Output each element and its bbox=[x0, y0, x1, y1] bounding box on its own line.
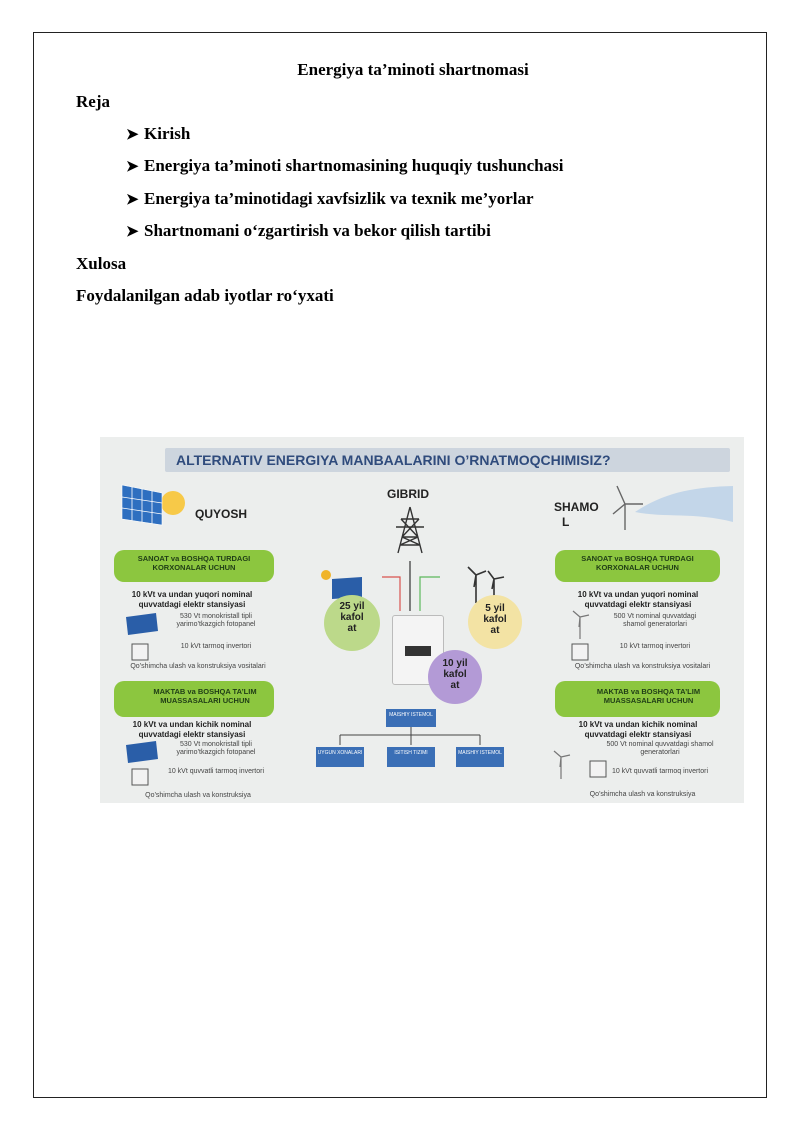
inverter-small-icon bbox=[588, 759, 608, 779]
solar-industry-label: SANOAT va BOSHQA TURDAGI KORXONALAR UCHUN bbox=[137, 554, 251, 572]
wind-school-label: MAKTAB va BOSHQA TA’LIM MUASSASALARI UCHUN bbox=[596, 687, 701, 705]
bullet-text: Kirish bbox=[144, 124, 191, 143]
bullet-item-2 bbox=[126, 156, 563, 176]
solar-title: QUYOSH bbox=[195, 507, 248, 521]
wind-desc-2: 10 kVt va undan kichik nominal quvvatdagi elektr stansiyasi bbox=[578, 720, 698, 739]
bullet-item-4 bbox=[126, 221, 491, 241]
inverter-small-icon bbox=[570, 642, 590, 662]
wind-industry-label: SANOAT va BOSHQA TURDAGI KORXONALAR UCHUN bbox=[581, 554, 694, 572]
warranty-inverter-text: 10 yil kafol at bbox=[442, 658, 468, 691]
flow-mid-box: ISITISH TIZIMI bbox=[387, 747, 435, 767]
arrow-bullet-icon: ➤ bbox=[126, 126, 139, 143]
flow-arrows-icon bbox=[370, 557, 450, 617]
wind-industry-box bbox=[555, 550, 720, 582]
solar-school-label: MAKTAB va BOSHQA TA’LIM MUASSASALARI UCHUN bbox=[153, 687, 257, 705]
flow-left-box: UYGUN XONALARI bbox=[316, 747, 364, 767]
warranty-wind-badge bbox=[468, 595, 522, 649]
wind-school-box bbox=[555, 681, 720, 717]
hybrid-title: GIBRID bbox=[387, 487, 429, 501]
bullet-text: Shartnomani o‘zgartirish va bekor qilish tartibi bbox=[144, 221, 491, 240]
references-heading: Foydalanilgan adab iyotlar ro‘yxati bbox=[76, 286, 334, 305]
solar-item-5: 10 kVt quvvatli tarmoq invertori bbox=[167, 768, 265, 775]
inverter-small-icon bbox=[130, 642, 150, 662]
solar-item-1: 530 Vt monokristall tipli yarimo’tkazgich fotopanel bbox=[176, 613, 256, 628]
solar-item-2: 10 kVt tarmoq invertori bbox=[180, 643, 252, 650]
small-solar-panel-icon bbox=[122, 741, 160, 763]
bullet-item-3 bbox=[126, 189, 534, 209]
solar-item-6: Qo’shimcha ulash va konstruksiya bbox=[145, 792, 251, 799]
warranty-inverter-badge bbox=[428, 650, 482, 704]
xulosa-heading: Xulosa bbox=[76, 254, 127, 273]
infographic-image bbox=[100, 437, 744, 803]
wind-item-4: 500 Vt nominal quvvatdagi shamol generatorlari bbox=[606, 741, 714, 756]
small-wind-turbine-icon bbox=[565, 609, 595, 639]
flow-connector bbox=[330, 727, 500, 747]
wind-item-3: Qo’shimcha ulash va konstruksiya vositalari bbox=[574, 663, 711, 670]
wind-item-5: 10 kVt quvvatli tarmoq invertori bbox=[611, 768, 709, 775]
bullet-item-1 bbox=[126, 124, 190, 144]
solar-panel-sun-icon bbox=[118, 481, 188, 527]
wind-title-2: L bbox=[562, 515, 570, 529]
inverter-small-icon bbox=[130, 767, 150, 787]
wind-item-6: Qo’shimcha ulash va konstruksiya bbox=[589, 791, 696, 798]
wind-desc-1: 10 kVt va undan yuqori nominal quvvatdagi elektr stansiyasi bbox=[577, 590, 699, 609]
arrow-bullet-icon: ➤ bbox=[126, 223, 139, 240]
wind-turbine-icon bbox=[605, 482, 735, 532]
flow-top-box: MAISHIY ISTEMOL bbox=[386, 709, 436, 727]
solar-desc-2: 10 kVt va undan kichik nominal quvvatdagi elektr stansiyasi bbox=[132, 720, 252, 739]
small-solar-panel-icon bbox=[122, 613, 160, 635]
wind-item-2: 10 kVt tarmoq invertori bbox=[619, 643, 691, 650]
warranty-wind-text: 5 yil kafol at bbox=[483, 603, 507, 636]
solar-school-box bbox=[114, 681, 274, 717]
solar-item-3: Qo’shimcha ulash va konstruksiya vositalari bbox=[130, 663, 266, 670]
wind-item-1: 500 Vt nominal quvvatdagi shamol generatorlari bbox=[613, 613, 697, 628]
infographic-heading: ALTERNATIV ENERGIYA MANBAALARINI O’RNATMOQCHIMISIZ? bbox=[176, 452, 611, 468]
solar-industry-box bbox=[114, 550, 274, 582]
transmission-tower-icon bbox=[392, 505, 428, 555]
bullet-text: Energiya ta’minotidagi xavfsizlik va texnik me’yorlar bbox=[144, 189, 534, 208]
document-title: Energiya ta’minoti shartnomasi bbox=[297, 60, 529, 79]
arrow-bullet-icon: ➤ bbox=[126, 191, 139, 208]
solar-desc-1: 10 kVt va undan yuqori nominal quvvatdagi elektr stansiyasi bbox=[131, 590, 253, 609]
bullet-text: Energiya ta’minoti shartnomasining huquqiy tushunchasi bbox=[144, 156, 564, 175]
warranty-solar-text: 25 yil kafol at bbox=[339, 601, 365, 634]
reja-heading: Reja bbox=[76, 92, 110, 111]
solar-item-4: 530 Vt monokristall tipli yarimo’tkazgich fotopanel bbox=[176, 741, 256, 756]
wind-title-1: SHAMO bbox=[554, 500, 599, 514]
arrow-bullet-icon: ➤ bbox=[126, 158, 139, 175]
small-wind-turbine-icon bbox=[546, 749, 576, 781]
flow-right-box: MAISHIY ISTEMOL bbox=[456, 747, 504, 767]
